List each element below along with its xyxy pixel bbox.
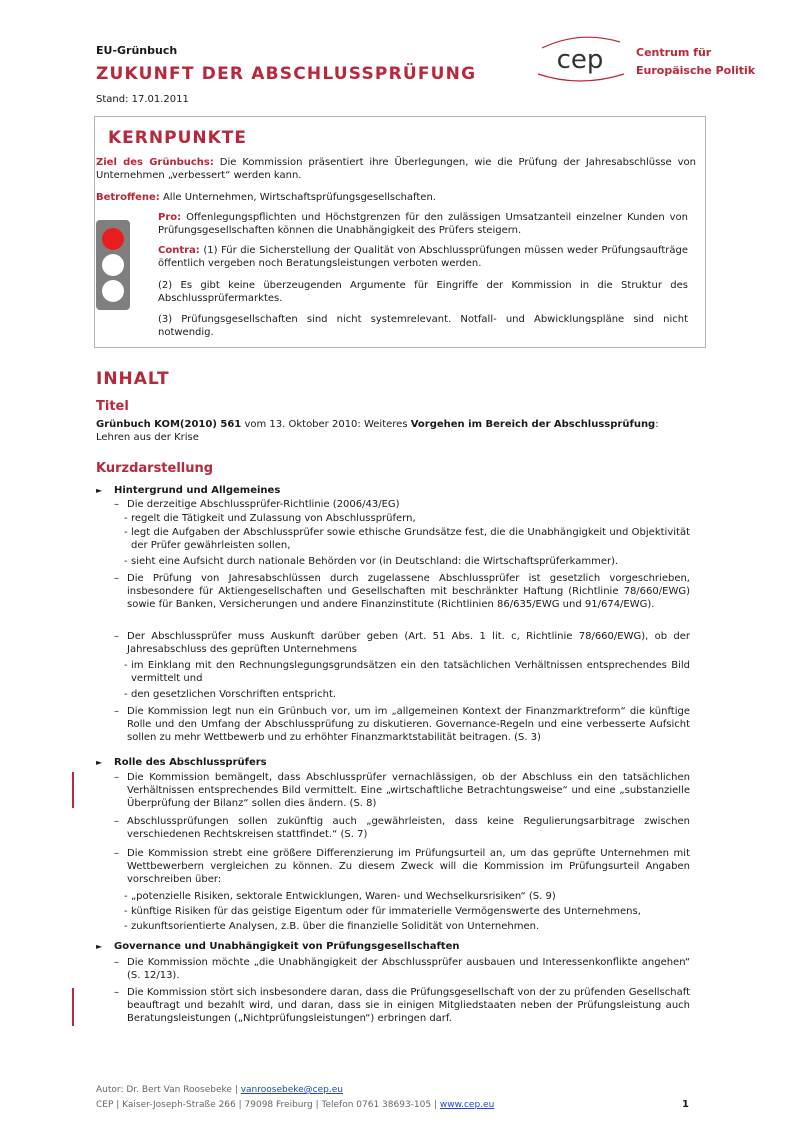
document-series: EU-Grünbuch bbox=[96, 44, 178, 57]
kernpunkte-heading: KERNPUNKTE bbox=[108, 128, 247, 148]
arrow-bullet-icon: ► bbox=[96, 942, 103, 951]
sub-list-item: - den gesetzlichen Vorschriften entspricht. bbox=[124, 689, 337, 700]
contra-label: Contra: bbox=[158, 245, 200, 256]
list-item: – Die Kommission stört sich insbesondere daran, dass die Prüfungsgesellschaft von der zu prüfenden Gesellschaft beauftragt und bezahlt wird, und daran, dass sie in einigen Mitgliedstaaten neben der Prüfungsleistung auch Beratungsleistungen („Nichtprüfungsleistungen“) erbringen darf. bbox=[114, 987, 690, 1024]
sub-list-item: - im Einklang mit den Rechnungslegungsgrundsätzen ein den tatsächlichen Verhältnissen entsprechendes Bild vermittelt und bbox=[124, 660, 690, 684]
betroffene-paragraph bbox=[96, 191, 696, 204]
contra-text: (1) Für die Sicherstellung der Qualität von Abschlussprüfungen müssen weder Prüfungsaufträge öffentlich vergeben noch Beratungsleistungen verboten werden. bbox=[158, 245, 688, 269]
traffic-light-icon bbox=[96, 220, 130, 310]
logo-text: cep bbox=[556, 45, 604, 75]
page-number: 1 bbox=[682, 1099, 689, 1110]
titel-heading: Titel bbox=[96, 399, 129, 414]
arrow-bullet-icon: ► bbox=[96, 486, 103, 495]
section-heading: Hintergrund und Allgemeines bbox=[114, 485, 281, 496]
section-hintergrund bbox=[96, 484, 280, 497]
sub-list-item: - sieht eine Aufsicht durch nationale Behörden vor (in Deutschland: die Wirtschaftsprüferkammer). bbox=[124, 556, 619, 567]
list-item: – Die Kommission legt nun ein Grünbuch vor, um im „allgemeinen Kontext der Finanzmarktreform“ die künftige Rolle und den Umfang der Abschlussprüfung zu diskutieren. Governance-Regeln und eine verbesserte Aufsicht sollen zu mehr Wettbewerb und zu erhöhter Finanzmarktstabilität beitragen. (S. 3) bbox=[114, 706, 690, 743]
sub-list-item: - regelt die Tätigkeit und Zulassung von Abschlussprüfern, bbox=[124, 513, 416, 524]
sub-list-item: - künftige Risiken für das geistige Eigentum oder für immaterielle Vermögenswerte des Unternehmens, bbox=[124, 906, 641, 917]
sub-list-item: - zukunftsorientierte Analysen, z.B. über die finanzielle Solidität von Unternehmen. bbox=[124, 921, 540, 932]
pro-text: Offenlegungspflichten und Höchstgrenzen für den zulässigen Umsatzanteil einzelner Kunden von Prüfungsgesellschaften können die Unabhängigkeit des Prüfers steigern. bbox=[158, 212, 688, 236]
gruenbuch-subject: Vorgehen im Bereich der Abschlussprüfung bbox=[410, 419, 656, 430]
contra-point-3: (3) Prüfungsgesellschaften sind nicht systemrelevant. Notfall- und Abwicklungspläne sind nicht notwendig. bbox=[158, 314, 688, 338]
section-heading: Rolle des Abschlussprüfers bbox=[114, 757, 267, 768]
list-item: – Die Kommission strebt eine größere Differenzierung im Prüfungsurteil an, um das geprüfte Unternehmen mit Wettbewerbern vergleichen zu können. Zu diesem Zweck will die Kommission im Prüfungsurteil Angaben vorschreiben über: bbox=[114, 848, 690, 885]
gruenbuch-end: : Lehren aus der Krise bbox=[96, 419, 659, 443]
organization-name bbox=[636, 44, 755, 80]
list-item: – Die Kommission möchte „die Unabhängigkeit der Abschlussprüfer ausbauen und Interessenkonflikte angehen“ (S. 12/13). bbox=[114, 957, 690, 981]
kurzdarstellung-heading: Kurzdarstellung bbox=[96, 461, 214, 476]
document-date: Stand: 17.01.2011 bbox=[96, 94, 189, 105]
ziel-label: Ziel des Grünbuchs: bbox=[96, 157, 214, 168]
arrow-bullet-icon: ► bbox=[96, 758, 103, 767]
gruenbuch-mid: vom 13. Oktober 2010: Weiteres bbox=[241, 419, 411, 430]
list-item: – Abschlussprüfungen sollen zukünftig auch „gewährleisten, dass keine Regulierungsarbitrage zwischen verschiedenen Rechtskreisen stattfindet.“ (S. 7) bbox=[114, 816, 690, 840]
email-link[interactable]: vanroosebeke@cep.eu bbox=[240, 1085, 343, 1095]
author: Autor: Dr. Bert Van Roosebeke | bbox=[96, 1085, 241, 1095]
footer-address-line bbox=[96, 1098, 494, 1113]
change-marker bbox=[72, 988, 74, 1026]
contra-point-2: (2) Es gibt keine überzeugenden Argumente für Eingriffe der Kommission in die Struktur des Abschlussprüfermarktes. bbox=[158, 280, 688, 304]
green-light bbox=[102, 280, 124, 302]
betroffene-text: Alle Unternehmen, Wirtschaftsprüfungsgesellschaften. bbox=[159, 192, 436, 203]
footer bbox=[96, 1083, 494, 1113]
footer-author-line bbox=[96, 1083, 494, 1098]
sub-list-item: - „potenzielle Risiken, sektorale Entwicklungen, Waren- und Wechselkursrisiken“ (S. 9) bbox=[124, 891, 556, 902]
list-item: – Der Abschlussprüfer muss Auskunft darüber geben (Art. 51 Abs. 1 lit. c, Richtlinie 78/660/EWG), ob der Jahresabschluss des geprüften Unternehmens bbox=[114, 631, 690, 655]
gruenbuch-ref: Grünbuch KOM(2010) 561 bbox=[96, 419, 242, 430]
list-item: – Die derzeitige Abschlussprüfer-Richtlinie (2006/43/EG) bbox=[114, 499, 400, 510]
pro-paragraph bbox=[158, 211, 688, 237]
section-governance bbox=[96, 940, 459, 953]
website-link[interactable]: www.cep.eu bbox=[439, 1100, 495, 1110]
inhalt-heading: INHALT bbox=[96, 369, 170, 389]
org-line-2: Europäische Politik bbox=[636, 64, 756, 77]
document-title: ZUKUNFT DER ABSCHLUSSPRÜFUNG bbox=[96, 64, 477, 84]
org-line-1: Centrum für bbox=[636, 46, 712, 59]
ziel-text: Die Kommission präsentiert ihre Überlegungen, wie die Prüfung der Jahresabschlüsse von Unternehmen „verbessert“ werden kann. bbox=[96, 157, 696, 181]
change-marker bbox=[72, 772, 74, 808]
ziel-paragraph bbox=[96, 156, 696, 182]
pro-label: Pro: bbox=[158, 212, 182, 223]
section-rolle bbox=[96, 756, 267, 769]
section-heading: Governance und Unabhängigkeit von Prüfungsgesellschaften bbox=[114, 941, 460, 952]
yellow-light bbox=[102, 254, 124, 276]
red-light bbox=[102, 228, 124, 250]
list-item: – Die Prüfung von Jahresabschlüssen durch zugelassene Abschlussprüfer ist gesetzlich vorgeschrieben, insbesondere für Aktiengesellschaften und Gesellschaften mit beschränkter Haftung (Richtlinie 78/660/EWG) sowie für Banken, Versicherungen und andere Finanzinstitute (Richtlinien 86/635/EWG und 91/674/EWG). bbox=[114, 573, 690, 610]
contra-paragraph bbox=[158, 244, 688, 270]
betroffene-label: Betroffene: bbox=[96, 192, 160, 203]
cep-logo bbox=[520, 30, 640, 90]
gruenbuch-title bbox=[96, 418, 696, 444]
address: CEP | Kaiser-Joseph-Straße 266 | 79098 Freiburg | Telefon 0761 38693-105 | bbox=[96, 1100, 440, 1110]
sub-list-item: - legt die Aufgaben der Abschlussprüfer sowie ethische Grundsätze fest, die die Unabhängigkeit und Objektivität der Prüfer gewährleisten sollen, bbox=[124, 527, 690, 551]
list-item: – Die Kommission bemängelt, dass Abschlussprüfer vernachlässigen, ob der Abschluss ein den tatsächlichen Verhältnissen entsprechendes Bild vermittelt. Eine „wirtschaftliche Betrachtungsweise“ und eine „substanzielle Überprüfung der Bilanz“ sollen dies ändern. (S. 8) bbox=[114, 772, 690, 809]
